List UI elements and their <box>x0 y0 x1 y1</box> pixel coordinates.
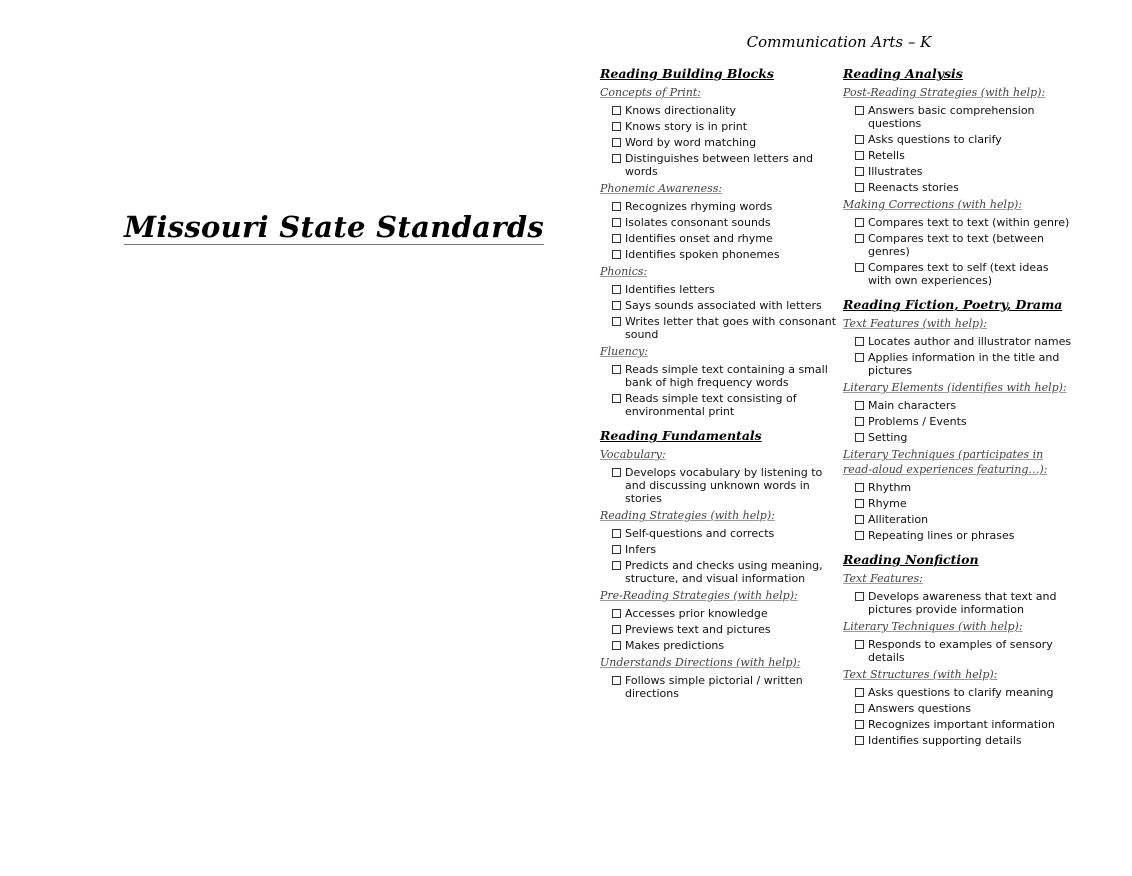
checklist-item <box>612 315 840 341</box>
checklist-item <box>855 335 1075 348</box>
checklist-item <box>612 639 840 652</box>
right-column <box>843 63 1075 754</box>
checklist-item-text: Reads simple text containing a small bank of high frequency words <box>625 363 828 389</box>
checkbox-icon[interactable] <box>855 720 864 729</box>
checkbox-icon[interactable] <box>612 641 621 650</box>
subsection-label: Text Features (with help): <box>843 317 988 330</box>
checklist-item <box>612 120 840 133</box>
checklist-item <box>855 638 1075 664</box>
checklist-item-text: Applies information in the title and pictures <box>868 351 1060 377</box>
subsection-label: Literary Elements (identifies with help): <box>843 381 1067 394</box>
checklist-item <box>855 399 1075 412</box>
checklist-item <box>855 702 1075 715</box>
checklist-item <box>612 559 840 585</box>
checkbox-icon[interactable] <box>855 592 864 601</box>
checklist-item <box>855 216 1075 229</box>
checklist-item <box>612 363 840 389</box>
checkbox-icon[interactable] <box>612 250 621 259</box>
checklist-item <box>855 497 1075 510</box>
subsection-label: Phonemic Awareness: <box>600 182 723 195</box>
checkbox-icon[interactable] <box>612 154 621 163</box>
checkbox-icon[interactable] <box>612 529 621 538</box>
checkbox-icon[interactable] <box>612 545 621 554</box>
checklist-item-text: Asks questions to clarify meaning <box>868 686 1054 699</box>
checklist-item-text: Repeating lines or phrases <box>868 529 1015 542</box>
subsection-label: Phonics: <box>600 265 648 278</box>
subsection-label: Pre-Reading Strategies (with help): <box>600 589 798 602</box>
checklist-item-text: Rhyme <box>868 497 907 510</box>
section-heading-reading-fundamentals: Reading Fundamentals <box>600 428 762 443</box>
checklist-item <box>612 299 840 312</box>
checkbox-icon[interactable] <box>612 317 621 326</box>
checkbox-icon[interactable] <box>855 106 864 115</box>
checkbox-icon[interactable] <box>855 401 864 410</box>
checklist-item <box>612 248 840 261</box>
checklist-item-text: Word by word matching <box>625 136 757 149</box>
checklist-item-text: Says sounds associated with letters <box>625 299 822 312</box>
checklist-item-text: Locates author and illustrator names <box>868 335 1072 348</box>
checklist-item <box>612 527 840 540</box>
checkbox-icon[interactable] <box>855 263 864 272</box>
checkbox-icon[interactable] <box>612 138 621 147</box>
checkbox-icon[interactable] <box>855 515 864 524</box>
checkbox-icon[interactable] <box>855 640 864 649</box>
checklist-item-text: Isolates consonant sounds <box>625 216 771 229</box>
checklist-item-text: Writes letter that goes with consonant sound <box>625 315 837 341</box>
checklist-item-text: Infers <box>625 543 657 556</box>
checklist-item-text: Distinguishes between letters and words <box>625 152 814 178</box>
section-heading-reading-fiction-poetry-drama: Reading Fiction, Poetry, Drama <box>843 297 1063 312</box>
checkbox-icon[interactable] <box>612 609 621 618</box>
checklist-item-text: Knows directionality <box>625 104 737 117</box>
checklist-item-text: Reenacts stories <box>868 181 959 194</box>
checkbox-icon[interactable] <box>612 468 621 477</box>
checklist-item <box>612 104 840 117</box>
checklist-item <box>855 165 1075 178</box>
checkbox-icon[interactable] <box>612 234 621 243</box>
checkbox-icon[interactable] <box>612 122 621 131</box>
checkbox-icon[interactable] <box>855 151 864 160</box>
checklist-item-text: Self-questions and corrects <box>625 527 775 540</box>
checklist-item <box>855 415 1075 428</box>
checklist-item-text: Knows story is in print <box>625 120 748 133</box>
checkbox-icon[interactable] <box>855 353 864 362</box>
checklist-item <box>855 351 1075 377</box>
checklist-item <box>612 674 840 700</box>
checklist-item-text: Identifies letters <box>625 283 715 296</box>
checkbox-icon[interactable] <box>855 167 864 176</box>
left-column <box>600 63 840 707</box>
checklist-item <box>855 686 1075 699</box>
section-heading-reading-building-blocks: Reading Building Blocks <box>600 66 774 81</box>
subsection-label: Understands Directions (with help): <box>600 656 801 669</box>
checklist-item <box>612 543 840 556</box>
checklist-item-text: Identifies supporting details <box>868 734 1022 747</box>
checklist-item <box>855 734 1075 747</box>
checklist-item <box>612 466 840 505</box>
checkbox-icon[interactable] <box>855 433 864 442</box>
subsection-label: Vocabulary: <box>600 448 666 461</box>
checklist-item <box>612 392 840 418</box>
document-title: Communication Arts – K <box>746 33 932 51</box>
checklist-item <box>612 200 840 213</box>
checkbox-icon[interactable] <box>855 337 864 346</box>
section-heading-reading-nonfiction: Reading Nonfiction <box>843 552 979 567</box>
checkbox-icon[interactable] <box>855 483 864 492</box>
checklist-item-text: Predicts and checks using meaning, structure, and visual information <box>625 559 823 585</box>
checklist-item <box>612 607 840 620</box>
subsection-label: Reading Strategies (with help): <box>600 509 775 522</box>
checklist-item-text: Alliteration <box>868 513 929 526</box>
checkbox-icon[interactable] <box>855 499 864 508</box>
checklist-item-text: Asks questions to clarify <box>868 133 1002 146</box>
subsection-label: Literary Techniques (participates in read-aloud experiences featuring…): <box>843 448 1048 476</box>
checkbox-icon[interactable] <box>612 561 621 570</box>
checkbox-icon[interactable] <box>855 531 864 540</box>
checklist-item <box>855 232 1075 258</box>
checklist-item <box>855 133 1075 146</box>
checkbox-icon[interactable] <box>612 218 621 227</box>
cover-title: Missouri State Standards <box>124 210 545 244</box>
checklist-item-text: Compares text to self (text ideas with own experiences) <box>868 261 1049 287</box>
checklist-item-text: Answers questions <box>868 702 971 715</box>
checkbox-icon[interactable] <box>855 417 864 426</box>
checklist-item-text: Compares text to text (within genre) <box>868 216 1070 229</box>
checklist-item-text: Recognizes rhyming words <box>625 200 773 213</box>
checklist-item-text: Illustrates <box>868 165 923 178</box>
checklist-item-text: Follows simple pictorial / written directions <box>625 674 803 700</box>
checklist-item <box>855 529 1075 542</box>
checkbox-icon[interactable] <box>855 218 864 227</box>
checklist-item <box>612 232 840 245</box>
checklist-item <box>612 136 840 149</box>
checklist-item-text: Recognizes important information <box>868 718 1055 731</box>
checklist-item-text: Responds to examples of sensory details <box>868 638 1053 664</box>
checklist-item-text: Develops awareness that text and pictures provide information <box>868 590 1057 616</box>
checklist-item-text: Retells <box>868 149 905 162</box>
checkbox-icon[interactable] <box>612 106 621 115</box>
checklist-item-text: Rhythm <box>868 481 912 494</box>
checklist-item-text: Reads simple text consisting of environmental print <box>625 392 797 418</box>
checkbox-icon[interactable] <box>612 625 621 634</box>
checkbox-icon[interactable] <box>855 135 864 144</box>
checklist-item-text: Compares text to text (between genres) <box>868 232 1044 258</box>
checklist-item <box>855 104 1075 130</box>
checklist-item-text: Setting <box>868 431 908 444</box>
checklist-item-text: Answers basic comprehension questions <box>868 104 1035 130</box>
subsection-label: Making Corrections (with help): <box>843 198 1023 211</box>
subsection-label: Post-Reading Strategies (with help): <box>843 86 1046 99</box>
checkbox-icon[interactable] <box>612 285 621 294</box>
subsection-label: Concepts of Print: <box>600 86 701 99</box>
checklist-item-text: Problems / Events <box>868 415 967 428</box>
checklist-item <box>855 431 1075 444</box>
checklist-item-text: Identifies spoken phonemes <box>625 248 780 261</box>
checklist-item <box>855 590 1075 616</box>
subsection-label: Fluency: <box>600 345 648 358</box>
checklist-item <box>855 261 1075 287</box>
checkbox-icon[interactable] <box>855 234 864 243</box>
checkbox-icon[interactable] <box>612 202 621 211</box>
checklist-item <box>855 513 1075 526</box>
checklist-item <box>612 216 840 229</box>
checklist-item <box>612 283 840 296</box>
checkbox-icon[interactable] <box>855 183 864 192</box>
checklist-item-text: Develops vocabulary by listening to and discussing unknown words in stories <box>625 466 823 505</box>
checklist-item-text: Main characters <box>868 399 957 412</box>
checkbox-icon[interactable] <box>612 676 621 685</box>
checkbox-icon[interactable] <box>855 704 864 713</box>
checkbox-icon[interactable] <box>612 365 621 374</box>
checklist-item <box>855 149 1075 162</box>
section-heading-reading-analysis: Reading Analysis <box>843 66 963 81</box>
subsection-label: Literary Techniques (with help): <box>843 620 1023 633</box>
checkbox-icon[interactable] <box>855 688 864 697</box>
checkbox-icon[interactable] <box>612 394 621 403</box>
checklist-item-text: Makes predictions <box>625 639 725 652</box>
checklist-item <box>855 481 1075 494</box>
checklist-item <box>612 152 840 178</box>
checklist-item <box>855 181 1075 194</box>
subsection-label: Text Structures (with help): <box>843 668 998 681</box>
checklist-item-text: Previews text and pictures <box>625 623 771 636</box>
checklist-item-text: Accesses prior knowledge <box>625 607 768 620</box>
checkbox-icon[interactable] <box>855 736 864 745</box>
checklist-item <box>612 623 840 636</box>
subsection-label: Text Features: <box>843 572 923 585</box>
checklist-item-text: Identifies onset and rhyme <box>625 232 773 245</box>
checklist-item <box>855 718 1075 731</box>
checkbox-icon[interactable] <box>612 301 621 310</box>
